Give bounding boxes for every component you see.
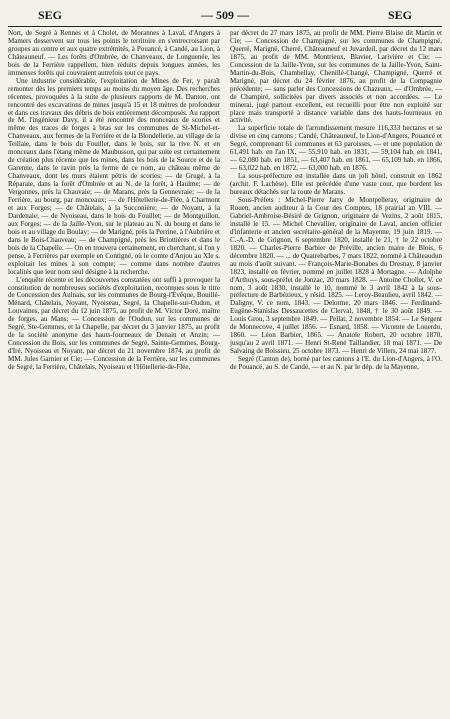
- page-number: — 509 —: [201, 8, 249, 22]
- paragraph: Nort, de Segré à Rennes et à Cholet, de Morannes à Laval, d'Angers à Mamers desservent sur tous les points le territoire en s'entrecroisant par groupes au centre et aux quatre extrémités, à Pouancé, à Candé, au Lion, à Châteauneuf. — Les forêts d'Ombrée, de Chanveaux, de Longuenée, les bois de la Ferrière rappellent, bien réduits depuis longues années, les immenses forêts qui couvraient autrefois tout ce pays.: [8, 29, 220, 77]
- page-header: [8, 8, 442, 24]
- left-column: [8, 30, 220, 372]
- paragraph: Sous-Préfets : Michel-Pierre Jarry de Montpelleray, originaire de Rouen, ancien auditeur à la Cour des Comptes, 18 prairial an VIII. — Gabriel-Ambroise-Bésiré de Grignon, originaire de Vezins, 2 août 1815, installé le 15. — Michel Chevallier, originaire de Laval, ancien officier d'infanterie et ancien secrétaire-général de la Mayenne, 19 juin 1819. — C.-A.-D. de Grignon, 6 septembre 1820, installé le 21, † le 22 octobre 1820. — Charles-Pierre Barbier de Préville, ancien maire de Blois, 6 décembre 1820. — ... de Quatrebarbes, 7 mars 1822, nommé à Châteaudun au mois d'août suivant. — François-Marie-Bonabes du Dresnay, 8 janvier 1823, installé en février, nommé en juillet 1828 à Mortagne. — Adolphe d'Arthuys, sous-préfet de Jonzac, 20 mars 1828. — Antoine Chollet, V. ce nom, 3 août 1830, installé le 10, nommé le 3 avril 1842 à la sous-préfecture de Barbézieux, y résid. 1825. — Leroy-Beaulieu, avril 1842. — Daligny, V. ce nom, 1843. — Delorme, 20 mars 1846. — Ferdinand-Eugène-Stanislas Dessaucettes de Clerval, 1848, † le 30 août 1849. — Louis Grou, 3 septembre 1849. — Pellat, 2 novembre 1854. — Le Sergent de Monnecove, 4 juillet 1856. — Esnard, 1858. — Vicomte de Louerdo, 1860. — Léon Barbier, 1865. — Anatole Robert, 20 octobre 1870, jusqu'au 2 avril 1871. — Henri St-René Taillandier, 18 mai 1871. — De Salvaing de Boissieu, 25 octobre 1873. — Henri de Villers, 24 mai 1877.: [230, 196, 442, 356]
- paragraph: par décret du 27 mars 1875, au profit de MM. Pierre Blaise dit Martin et Cie; — Concession de Champigné, sur les communes de Champigné, Querré, Marigné, Cherré, Châteauneuf et Juvardeil, par décret du 12 mars 1875, au profit de MM. Montrieux, Blavier, Larivière et Cie; — Concession de la Jaille-Yvon, sur les communes de la Jaille-Yvon, Saint-Martin-du-Bois, Chambellay, Chenillé-Changé, Champigné, Querré et Marigné, par décret du 24 février 1876, au profit de la Compagnie précédente; — sans parler des Concessions de Chazeaux, — d'Ombrée, — de Champiré, sollicitées par divers associés et non accordées. — Le minerai, jugé partout excellent, est recueilli pour être non exploité sur place mais transporté à distance variable dans des hauts-fourneaux en activité.: [230, 29, 442, 125]
- paragraph: La superficie totale de l'arrondissement mesure 116,333 hectares et se divise en cinq cantons : Candé, Châteauneuf, le Lion-d'Angers, Pouancé et Segré, comprenant 61 communes et 63 paroisses, — et une population de 61,491 hab. en l'an IX, — 55,910 hab. en 1831, — 59,104 hab. en 1841, — 62,080 hab. en 1851, — 63,407 hab. en 1861, — 65,109 hab. en 1866, — 63,022 hab. en 1872, — 63,000 hab. en 1876.: [230, 124, 442, 173]
- text-columns: [8, 30, 442, 372]
- header-divider: [8, 26, 442, 27]
- paragraph: L'enquête récente et les découvertes constatées ont suffi à provoquer la constitution de nombreuses sociétés d'exploitation, reconnues sous le titre de Concession des Aulnais, sur les communes de Bourg-l'Évêque, Bouillé-Ménard, Châtelais, Noyant, Nyoiseau, Segré, la Chapelle-sur-Oudon, et Louvaines, par décret du 12 juin 1875, au profit de M. Victor Doré, maître de forges, au Mans; — Concession de l'Oudon, sur les communes de Segré, Ste-Gemmes, et la Chapelle, par décret du 3 janvier 1875, au profit de la société anonyme des hauts-fourneaux de Denain et Anzin; — Concession du Bois, sur les communes de Segré, Sainte-Gemmes, Bourg-d'Iré, Nyoiseau et Noyant, par décret du 21 novembre 1874, au profit de MM. Jules Garnier et Cie; — Concession de la Ferrière, sur les communes de Segré, la Ferrière, Châtelais, Nyoiseau et l'Hôtellerie-de-Flée,: [8, 275, 220, 372]
- right-column: [230, 30, 442, 372]
- header-left-keyword: SEG: [38, 8, 63, 22]
- paragraph: Segré (Canton de), borné par les cantons à l'E. du Lion-d'Angers, à l'O. de Pouancé, au S. de Candé, — et au N. par le dép. de la Mayenne,: [230, 355, 442, 372]
- paragraph: Une industrie considérable, l'exploitation de Mines de Fer, y paraît remonter dès les premiers temps au moins du moyen âge. Des recherches récentes, provoquées à la suite de plusieurs rapports de M. Danton, ont rencontré des excavations de mines jusqu'à 15 et 18 mètres de profondeur et dans ces travaux des débris de bois entièrement décomposés. Au rapport de M. l'ingénieur Davy, il a été rencontré des monceaux de scories et même des traces de forges à bras sur les communes de St-Michel-et-Chanveaux, aux fermes de la Ferrière et de la Blondellerie, au village de la Teillaie, dans le bois du Fouillet, dans le bois, sur la rive N. et en monceaux dans l'étang même de Maubusson, qui par suite est certainement de création plus récente que les mines, dans les bois de la Source et de la Garenne, dans le ravin près la ferme de ce nom, au château même de Chanveaux, dont les murs étaient pétris de scories; — de Grugé, à la Réparaie, dans la forêt d'Ombrée et au N. de la forêt, à Haulme; — de Vergonnes, près la Chauvaie; — de Marans, près la Gennevraie; — de la Ferrière, au bourg, par monceaux; — de l'Hôtellerie-de-Flée, à Charmont et aux Forges; — de Châtelais, à la Succonière; — de Noyant, à la Dardenaie; — de Nyoiseau, dans le bois du Fouillet; — de Montguillon, aux Forges; — de la Jaille-Yvon, sur le plateau au N. du bourg et dans le bois et au village du Boulay; — de Marigné, près la Perrine, à l'Aubrière et dans le Bois-Chauveau; — de Champigné, près les Briottières et dans le bois de la Chapelle. — On en trouvera certainement, en cherchant, si l'on y pense, à Ferrières par exemple en Contigné, où le comte d'Anjou au XIe s. exploitait les mines à son compte; — comme dans nombre d'autres localités que leur nom seul désigne à la recherche.: [8, 76, 220, 276]
- header-right-keyword: SEG: [387, 8, 412, 22]
- paragraph: La sous-préfecture est installée dans un joli hôtel, construit en 1862 (archit. F. Lachèse). Elle est précédée d'une vaste cour, que bordent les bureaux détachés sur la route de Marans.: [230, 172, 442, 197]
